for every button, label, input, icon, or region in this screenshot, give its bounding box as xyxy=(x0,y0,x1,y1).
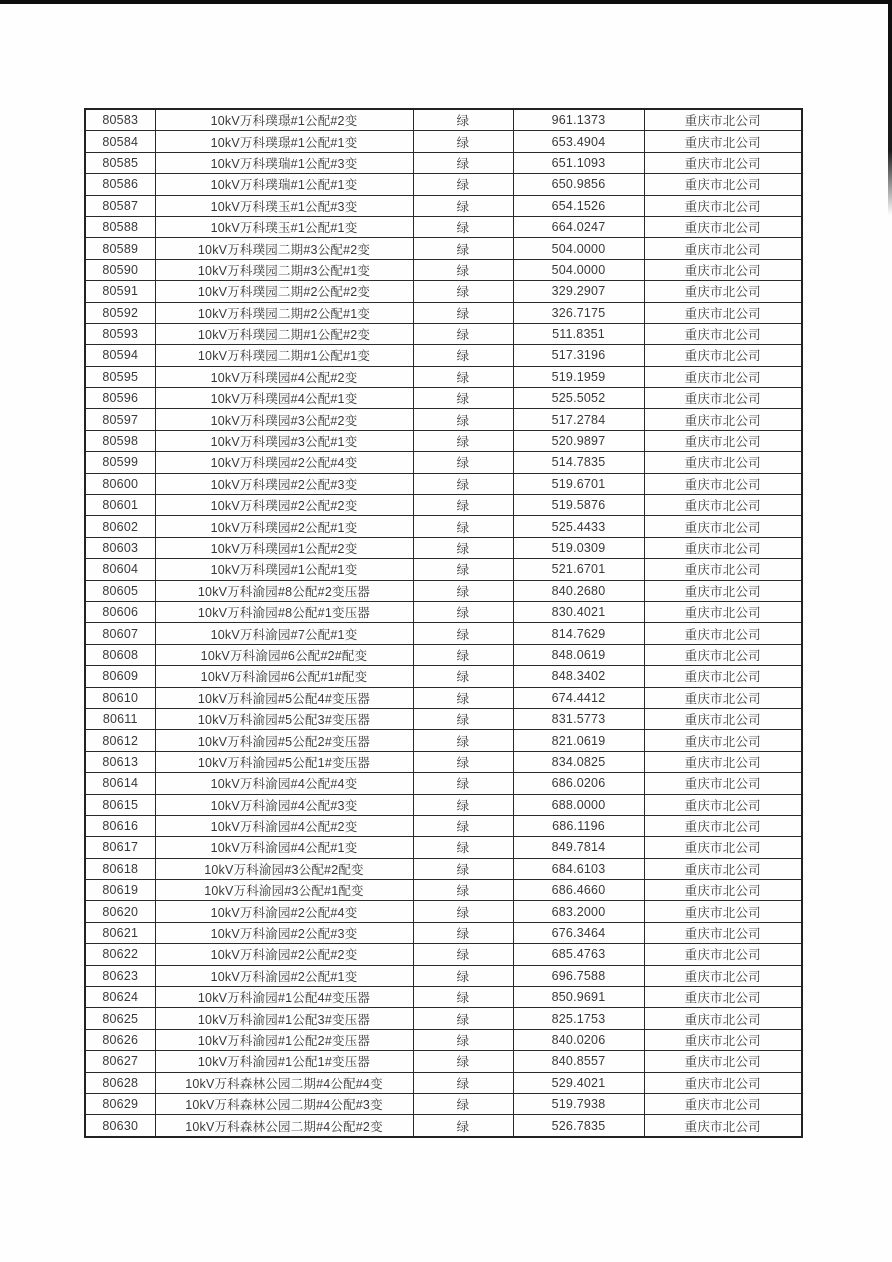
cell-name: 10kV万科璞园二期#1公配#1变 xyxy=(155,345,413,366)
cell-status: 绿 xyxy=(413,109,513,131)
table-row xyxy=(85,259,802,280)
table-row xyxy=(85,751,802,772)
table-row xyxy=(85,601,802,622)
cell-status: 绿 xyxy=(413,687,513,708)
cell-company: 重庆市北公司 xyxy=(644,623,802,644)
table-row xyxy=(85,131,802,152)
cell-name: 10kV万科渝园#1公配4#变压器 xyxy=(155,987,413,1008)
cell-name: 10kV万科渝园#2公配#2变 xyxy=(155,944,413,965)
cell-company: 重庆市北公司 xyxy=(644,1072,802,1093)
cell-name: 10kV万科璞玉#1公配#3变 xyxy=(155,195,413,216)
cell-name: 10kV万科璞玉#1公配#1变 xyxy=(155,216,413,237)
cell-id: 80596 xyxy=(85,388,155,409)
cell-company: 重庆市北公司 xyxy=(644,858,802,879)
cell-value: 517.2784 xyxy=(513,409,644,430)
cell-id: 80610 xyxy=(85,687,155,708)
cell-id: 80590 xyxy=(85,259,155,280)
cell-company: 重庆市北公司 xyxy=(644,901,802,922)
cell-id: 80618 xyxy=(85,858,155,879)
cell-name: 10kV万科渝园#5公配3#变压器 xyxy=(155,708,413,729)
cell-value: 696.7588 xyxy=(513,965,644,986)
cell-name: 10kV万科璞园#4公配#2变 xyxy=(155,366,413,387)
cell-value: 848.0619 xyxy=(513,644,644,665)
cell-status: 绿 xyxy=(413,174,513,195)
cell-company: 重庆市北公司 xyxy=(644,1051,802,1072)
cell-value: 686.4660 xyxy=(513,880,644,901)
cell-value: 520.9897 xyxy=(513,430,644,451)
cell-id: 80603 xyxy=(85,537,155,558)
cell-value: 521.6701 xyxy=(513,559,644,580)
cell-id: 80615 xyxy=(85,794,155,815)
cell-company: 重庆市北公司 xyxy=(644,1093,802,1114)
cell-name: 10kV万科渝园#3公配#2配变 xyxy=(155,858,413,879)
cell-company: 重庆市北公司 xyxy=(644,559,802,580)
scan-edge-top xyxy=(0,0,892,4)
cell-name: 10kV万科渝园#5公配4#变压器 xyxy=(155,687,413,708)
table-row xyxy=(85,473,802,494)
cell-name: 10kV万科渝园#8公配#2变压器 xyxy=(155,580,413,601)
cell-id: 80619 xyxy=(85,880,155,901)
cell-company: 重庆市北公司 xyxy=(644,580,802,601)
cell-id: 80613 xyxy=(85,751,155,772)
cell-value: 519.0309 xyxy=(513,537,644,558)
cell-id: 80611 xyxy=(85,708,155,729)
cell-name: 10kV万科渝园#5公配2#变压器 xyxy=(155,730,413,751)
cell-name: 10kV万科璞璟#1公配#1变 xyxy=(155,131,413,152)
table-row xyxy=(85,366,802,387)
cell-value: 526.7835 xyxy=(513,1115,644,1137)
cell-company: 重庆市北公司 xyxy=(644,473,802,494)
cell-name: 10kV万科森林公园二期#4公配#4变 xyxy=(155,1072,413,1093)
table-row xyxy=(85,152,802,173)
table-row xyxy=(85,323,802,344)
cell-id: 80599 xyxy=(85,452,155,473)
cell-id: 80588 xyxy=(85,216,155,237)
table-row xyxy=(85,773,802,794)
cell-status: 绿 xyxy=(413,794,513,815)
cell-value: 684.6103 xyxy=(513,858,644,879)
cell-value: 688.0000 xyxy=(513,794,644,815)
cell-name: 10kV万科渝园#6公配#1#配变 xyxy=(155,666,413,687)
table-row xyxy=(85,580,802,601)
table-row xyxy=(85,794,802,815)
cell-value: 840.0206 xyxy=(513,1029,644,1050)
cell-id: 80593 xyxy=(85,323,155,344)
table-row xyxy=(85,195,802,216)
cell-company: 重庆市北公司 xyxy=(644,366,802,387)
table-row xyxy=(85,516,802,537)
cell-company: 重庆市北公司 xyxy=(644,730,802,751)
cell-id: 80621 xyxy=(85,922,155,943)
table-row xyxy=(85,388,802,409)
cell-company: 重庆市北公司 xyxy=(644,537,802,558)
table-row xyxy=(85,815,802,836)
table-row xyxy=(85,623,802,644)
cell-name: 10kV万科森林公园二期#4公配#2变 xyxy=(155,1115,413,1137)
cell-id: 80612 xyxy=(85,730,155,751)
cell-value: 821.0619 xyxy=(513,730,644,751)
cell-name: 10kV万科璞园#1公配#2变 xyxy=(155,537,413,558)
cell-name: 10kV万科璞园#3公配#2变 xyxy=(155,409,413,430)
cell-name: 10kV万科璞园#2公配#4变 xyxy=(155,452,413,473)
cell-id: 80604 xyxy=(85,559,155,580)
table-row xyxy=(85,345,802,366)
cell-value: 514.7835 xyxy=(513,452,644,473)
cell-id: 80625 xyxy=(85,1008,155,1029)
cell-id: 80630 xyxy=(85,1115,155,1137)
cell-name: 10kV万科璞园二期#3公配#2变 xyxy=(155,238,413,259)
cell-value: 676.3464 xyxy=(513,922,644,943)
cell-status: 绿 xyxy=(413,516,513,537)
cell-id: 80598 xyxy=(85,430,155,451)
cell-value: 517.3196 xyxy=(513,345,644,366)
cell-id: 80607 xyxy=(85,623,155,644)
cell-id: 80585 xyxy=(85,152,155,173)
cell-company: 重庆市北公司 xyxy=(644,109,802,131)
cell-status: 绿 xyxy=(413,880,513,901)
table-row xyxy=(85,687,802,708)
cell-status: 绿 xyxy=(413,708,513,729)
cell-status: 绿 xyxy=(413,131,513,152)
cell-value: 849.7814 xyxy=(513,837,644,858)
cell-name: 10kV万科璞园二期#2公配#2变 xyxy=(155,281,413,302)
table-row xyxy=(85,901,802,922)
cell-status: 绿 xyxy=(413,152,513,173)
cell-id: 80608 xyxy=(85,644,155,665)
cell-company: 重庆市北公司 xyxy=(644,794,802,815)
cell-value: 850.9691 xyxy=(513,987,644,1008)
cell-id: 80586 xyxy=(85,174,155,195)
cell-value: 326.7175 xyxy=(513,302,644,323)
cell-company: 重庆市北公司 xyxy=(644,195,802,216)
cell-company: 重庆市北公司 xyxy=(644,1008,802,1029)
table-row xyxy=(85,987,802,1008)
cell-id: 80591 xyxy=(85,281,155,302)
cell-value: 685.4763 xyxy=(513,944,644,965)
cell-value: 519.7938 xyxy=(513,1093,644,1114)
cell-name: 10kV万科璞璟#1公配#2变 xyxy=(155,109,413,131)
cell-id: 80601 xyxy=(85,495,155,516)
cell-status: 绿 xyxy=(413,730,513,751)
cell-company: 重庆市北公司 xyxy=(644,152,802,173)
cell-value: 519.5876 xyxy=(513,495,644,516)
cell-name: 10kV万科渝园#1公配2#变压器 xyxy=(155,1029,413,1050)
cell-company: 重庆市北公司 xyxy=(644,174,802,195)
cell-value: 683.2000 xyxy=(513,901,644,922)
cell-name: 10kV万科璞园#4公配#1变 xyxy=(155,388,413,409)
cell-value: 329.2907 xyxy=(513,281,644,302)
table-row xyxy=(85,858,802,879)
cell-status: 绿 xyxy=(413,815,513,836)
cell-id: 80622 xyxy=(85,944,155,965)
cell-id: 80624 xyxy=(85,987,155,1008)
cell-name: 10kV万科璞瑞#1公配#1变 xyxy=(155,174,413,195)
cell-value: 519.1959 xyxy=(513,366,644,387)
cell-company: 重庆市北公司 xyxy=(644,516,802,537)
cell-name: 10kV万科璞园#2公配#1变 xyxy=(155,516,413,537)
table-row xyxy=(85,644,802,665)
cell-value: 686.0206 xyxy=(513,773,644,794)
cell-name: 10kV万科璞园#2公配#3变 xyxy=(155,473,413,494)
table-row xyxy=(85,1093,802,1114)
cell-name: 10kV万科森林公园二期#4公配#3变 xyxy=(155,1093,413,1114)
cell-company: 重庆市北公司 xyxy=(644,409,802,430)
cell-id: 80587 xyxy=(85,195,155,216)
cell-company: 重庆市北公司 xyxy=(644,1115,802,1137)
cell-status: 绿 xyxy=(413,559,513,580)
cell-value: 664.0247 xyxy=(513,216,644,237)
table-row xyxy=(85,1008,802,1029)
cell-name: 10kV万科渝园#2公配#4变 xyxy=(155,901,413,922)
cell-company: 重庆市北公司 xyxy=(644,238,802,259)
cell-id: 80589 xyxy=(85,238,155,259)
cell-name: 10kV万科渝园#8公配#1变压器 xyxy=(155,601,413,622)
cell-id: 80626 xyxy=(85,1029,155,1050)
cell-value: 825.1753 xyxy=(513,1008,644,1029)
table-row xyxy=(85,302,802,323)
cell-value: 525.4433 xyxy=(513,516,644,537)
table-row xyxy=(85,495,802,516)
cell-company: 重庆市北公司 xyxy=(644,773,802,794)
cell-name: 10kV万科渝园#4公配#1变 xyxy=(155,837,413,858)
cell-name: 10kV万科璞园#2公配#2变 xyxy=(155,495,413,516)
table-row xyxy=(85,965,802,986)
table-row xyxy=(85,537,802,558)
cell-name: 10kV万科渝园#3公配#1配变 xyxy=(155,880,413,901)
cell-status: 绿 xyxy=(413,773,513,794)
cell-id: 80620 xyxy=(85,901,155,922)
cell-status: 绿 xyxy=(413,644,513,665)
table-row xyxy=(85,430,802,451)
table-row xyxy=(85,109,802,131)
cell-status: 绿 xyxy=(413,666,513,687)
cell-company: 重庆市北公司 xyxy=(644,345,802,366)
table-row xyxy=(85,708,802,729)
cell-name: 10kV万科渝园#1公配3#变压器 xyxy=(155,1008,413,1029)
table-body xyxy=(85,109,802,1137)
cell-id: 80583 xyxy=(85,109,155,131)
cell-value: 674.4412 xyxy=(513,687,644,708)
cell-id: 80609 xyxy=(85,666,155,687)
cell-status: 绿 xyxy=(413,388,513,409)
cell-company: 重庆市北公司 xyxy=(644,601,802,622)
table-row xyxy=(85,281,802,302)
table-row xyxy=(85,730,802,751)
cell-status: 绿 xyxy=(413,858,513,879)
cell-company: 重庆市北公司 xyxy=(644,687,802,708)
cell-company: 重庆市北公司 xyxy=(644,944,802,965)
cell-name: 10kV万科渝园#1公配1#变压器 xyxy=(155,1051,413,1072)
cell-name: 10kV万科璞园二期#1公配#2变 xyxy=(155,323,413,344)
cell-status: 绿 xyxy=(413,1008,513,1029)
table-row xyxy=(85,174,802,195)
cell-company: 重庆市北公司 xyxy=(644,837,802,858)
cell-value: 834.0825 xyxy=(513,751,644,772)
cell-status: 绿 xyxy=(413,944,513,965)
cell-company: 重庆市北公司 xyxy=(644,708,802,729)
cell-id: 80629 xyxy=(85,1093,155,1114)
cell-status: 绿 xyxy=(413,623,513,644)
table-row xyxy=(85,944,802,965)
cell-value: 961.1373 xyxy=(513,109,644,131)
cell-id: 80614 xyxy=(85,773,155,794)
cell-status: 绿 xyxy=(413,601,513,622)
cell-status: 绿 xyxy=(413,751,513,772)
table-row xyxy=(85,922,802,943)
cell-company: 重庆市北公司 xyxy=(644,281,802,302)
cell-name: 10kV万科渝园#4公配#3变 xyxy=(155,794,413,815)
cell-status: 绿 xyxy=(413,302,513,323)
cell-company: 重庆市北公司 xyxy=(644,259,802,280)
cell-status: 绿 xyxy=(413,901,513,922)
cell-value: 654.1526 xyxy=(513,195,644,216)
cell-company: 重庆市北公司 xyxy=(644,666,802,687)
cell-status: 绿 xyxy=(413,1093,513,1114)
cell-name: 10kV万科渝园#4公配#2变 xyxy=(155,815,413,836)
cell-id: 80605 xyxy=(85,580,155,601)
cell-company: 重庆市北公司 xyxy=(644,880,802,901)
cell-name: 10kV万科璞园二期#2公配#1变 xyxy=(155,302,413,323)
cell-name: 10kV万科渝园#2公配#3变 xyxy=(155,922,413,943)
cell-company: 重庆市北公司 xyxy=(644,751,802,772)
cell-status: 绿 xyxy=(413,216,513,237)
table-row xyxy=(85,1051,802,1072)
cell-company: 重庆市北公司 xyxy=(644,302,802,323)
table-row xyxy=(85,1115,802,1137)
table-row xyxy=(85,1072,802,1093)
cell-company: 重庆市北公司 xyxy=(644,430,802,451)
table-row xyxy=(85,880,802,901)
cell-status: 绿 xyxy=(413,366,513,387)
cell-company: 重庆市北公司 xyxy=(644,495,802,516)
cell-company: 重庆市北公司 xyxy=(644,965,802,986)
cell-value: 814.7629 xyxy=(513,623,644,644)
cell-company: 重庆市北公司 xyxy=(644,987,802,1008)
cell-status: 绿 xyxy=(413,1072,513,1093)
cell-status: 绿 xyxy=(413,323,513,344)
cell-company: 重庆市北公司 xyxy=(644,388,802,409)
cell-status: 绿 xyxy=(413,259,513,280)
cell-company: 重庆市北公司 xyxy=(644,1029,802,1050)
cell-id: 80594 xyxy=(85,345,155,366)
cell-value: 831.5773 xyxy=(513,708,644,729)
equipment-table xyxy=(84,108,803,1138)
cell-company: 重庆市北公司 xyxy=(644,452,802,473)
cell-id: 80627 xyxy=(85,1051,155,1072)
cell-value: 840.2680 xyxy=(513,580,644,601)
cell-id: 80628 xyxy=(85,1072,155,1093)
cell-name: 10kV万科渝园#7公配#1变 xyxy=(155,623,413,644)
cell-value: 519.6701 xyxy=(513,473,644,494)
cell-id: 80616 xyxy=(85,815,155,836)
cell-status: 绿 xyxy=(413,345,513,366)
cell-status: 绿 xyxy=(413,430,513,451)
cell-status: 绿 xyxy=(413,537,513,558)
table-row xyxy=(85,559,802,580)
cell-value: 686.1196 xyxy=(513,815,644,836)
cell-value: 525.5052 xyxy=(513,388,644,409)
cell-value: 504.0000 xyxy=(513,259,644,280)
cell-status: 绿 xyxy=(413,965,513,986)
cell-value: 650.9856 xyxy=(513,174,644,195)
cell-name: 10kV万科渝园#5公配1#变压器 xyxy=(155,751,413,772)
cell-value: 840.8557 xyxy=(513,1051,644,1072)
cell-status: 绿 xyxy=(413,987,513,1008)
cell-status: 绿 xyxy=(413,1115,513,1137)
cell-value: 529.4021 xyxy=(513,1072,644,1093)
cell-name: 10kV万科璞瑞#1公配#3变 xyxy=(155,152,413,173)
cell-status: 绿 xyxy=(413,195,513,216)
cell-status: 绿 xyxy=(413,837,513,858)
cell-id: 80595 xyxy=(85,366,155,387)
cell-name: 10kV万科璞园#1公配#1变 xyxy=(155,559,413,580)
cell-status: 绿 xyxy=(413,495,513,516)
cell-company: 重庆市北公司 xyxy=(644,216,802,237)
cell-company: 重庆市北公司 xyxy=(644,131,802,152)
cell-value: 653.4904 xyxy=(513,131,644,152)
cell-status: 绿 xyxy=(413,1029,513,1050)
cell-company: 重庆市北公司 xyxy=(644,644,802,665)
cell-name: 10kV万科渝园#4公配#4变 xyxy=(155,773,413,794)
cell-id: 80606 xyxy=(85,601,155,622)
cell-name: 10kV万科璞园二期#3公配#1变 xyxy=(155,259,413,280)
cell-status: 绿 xyxy=(413,1051,513,1072)
table-row xyxy=(85,452,802,473)
cell-value: 830.4021 xyxy=(513,601,644,622)
cell-status: 绿 xyxy=(413,473,513,494)
table-row xyxy=(85,1029,802,1050)
scan-edge-right xyxy=(888,0,892,215)
cell-name: 10kV万科渝园#2公配#1变 xyxy=(155,965,413,986)
cell-status: 绿 xyxy=(413,922,513,943)
cell-status: 绿 xyxy=(413,238,513,259)
cell-value: 848.3402 xyxy=(513,666,644,687)
cell-id: 80597 xyxy=(85,409,155,430)
cell-value: 651.1093 xyxy=(513,152,644,173)
cell-company: 重庆市北公司 xyxy=(644,323,802,344)
table-row xyxy=(85,837,802,858)
cell-value: 504.0000 xyxy=(513,238,644,259)
table-row xyxy=(85,409,802,430)
table-row xyxy=(85,238,802,259)
cell-status: 绿 xyxy=(413,409,513,430)
table-row xyxy=(85,666,802,687)
cell-name: 10kV万科璞园#3公配#1变 xyxy=(155,430,413,451)
cell-id: 80602 xyxy=(85,516,155,537)
cell-value: 511.8351 xyxy=(513,323,644,344)
cell-company: 重庆市北公司 xyxy=(644,922,802,943)
cell-status: 绿 xyxy=(413,452,513,473)
cell-id: 80623 xyxy=(85,965,155,986)
cell-status: 绿 xyxy=(413,580,513,601)
cell-id: 80584 xyxy=(85,131,155,152)
cell-id: 80617 xyxy=(85,837,155,858)
table-row xyxy=(85,216,802,237)
cell-name: 10kV万科渝园#6公配#2#配变 xyxy=(155,644,413,665)
cell-status: 绿 xyxy=(413,281,513,302)
cell-id: 80600 xyxy=(85,473,155,494)
cell-company: 重庆市北公司 xyxy=(644,815,802,836)
cell-id: 80592 xyxy=(85,302,155,323)
